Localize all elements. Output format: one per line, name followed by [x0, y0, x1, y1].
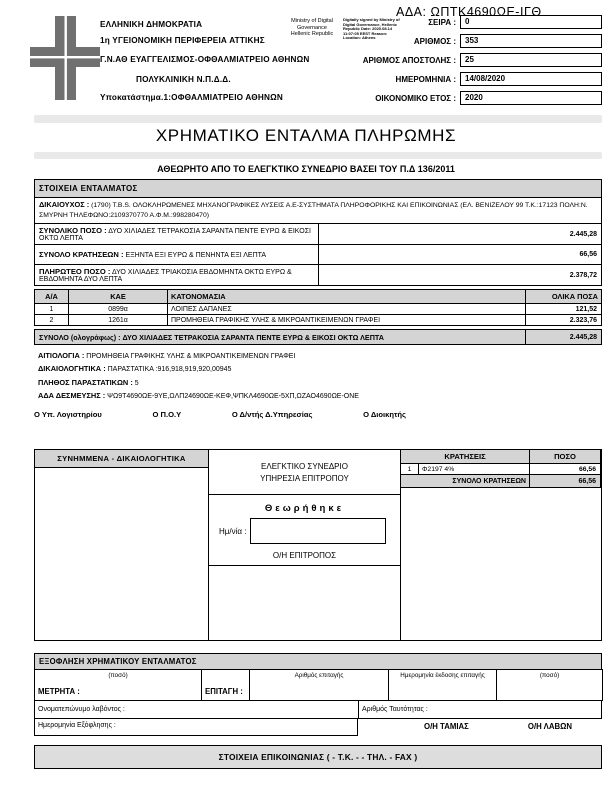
signatory: Ο Διοικητής — [363, 410, 406, 420]
dikaiologitika-line: ΔΙΚΑΙΟΛΟΓΗΤΙΚΑ : ΠΑΡΑΣΤΑΤΙΚΑ :916,918,919,920,00945 — [38, 364, 232, 374]
audit-court-column — [209, 450, 401, 640]
signatory: Ο Δ/ντής Δ.Υπηρεσίας — [231, 410, 313, 420]
cheque-amount-cell — [497, 670, 603, 701]
column-header-kae: ΚΑΕ — [69, 290, 168, 304]
payee-name-label: Ονοματεπώνυμο λαβόντος : — [35, 701, 359, 719]
field-value-box: 0 — [460, 15, 602, 29]
approved-label: Θεωρήθηκε — [264, 503, 345, 515]
page-title: ΧΡΗΜΑΤΙΚΟ ΕΝΤΑΛΜΑ ΠΛΗΡΩΜΗΣ — [155, 126, 457, 145]
column-header-amounts: ΟΛΙΚΑ ΠΟΣΑ — [526, 290, 602, 304]
field-label: ΑΡΙΘΜΟΣ : — [413, 36, 456, 46]
beneficiary-cell — [35, 198, 602, 224]
total-amount-words: ΣΥΝΟΛΙΚΟ ΠΟΣΟ : ΔΥΟ ΧΙΛΙΑΔΕΣ ΤΕΤΡΑΚΟΣΙΑ ΣΑΡΑΝΤΑ ΠΕΝΤΕ ΕΥΡΩ & ΕΙΚΟΣΙ ΟΚΤΩ ΛΕΠΤΑ — [35, 224, 319, 245]
attachments-title: ΣΥΝΗΜΜΕΝΑ - ΔΙΚΑΙΟΛΟΓΗΤΙΚΑ — [35, 450, 208, 468]
field-value-box: 2020 — [460, 91, 602, 105]
divider-bar — [34, 115, 602, 123]
deductions-amount-value: 66,56 — [318, 245, 602, 265]
payable-amount-words: ΠΛΗΡΩΤΕΟ ΠΟΣΟ : ΔΥΟ ΧΙΛΙΑΔΕΣ ΤΡΙΑΚΟΣΙΑ ΕΒΔΟΜΗΝΤΑ ΟΚΤΩ ΕΥΡΩ & ΕΒΔΟΜΗΝΤΑ ΔΥΟ ΛΕΠΤΑ — [35, 265, 319, 286]
signatories-row — [34, 410, 406, 419]
field-value-box: 353 — [460, 34, 602, 48]
plithos-line: ΠΛΗΘΟΣ ΠΑΡΑΣΤΑΤΙΚΩΝ : 5 — [38, 377, 139, 387]
receiver-label: Ο/Η ΛΑΒΩΝ — [527, 722, 572, 732]
field-arithmos-apostolis — [300, 53, 602, 67]
field-seira — [300, 15, 602, 29]
cheque-number-hint: Αριθμός επιταγής — [294, 672, 344, 680]
field-label: ΟΙΚΟΝΟΜΙΚΟ ΕΤΟΣ : — [375, 93, 456, 103]
column-header-aa: Α/Α — [35, 290, 69, 304]
subtitle: ΑΘΕΩΡΗΤΟ ΑΠΟ ΤΟ ΕΛΕΓΚΤΙΚΟ ΣΥΝΕΔΡΙΟ ΒΑΣΕΙ ΤΟΥ Π.Δ 136/2011 — [157, 164, 455, 174]
deductions-amount-words: ΣΥΝΟΛΟ ΚΡΑΤΗΣΕΩΝ : ΕΞΗΝΤΑ ΕΞΙ ΕΥΡΩ & ΠΕΝΗΝΤΑ ΕΞΙ ΛΕΠΤΑ — [35, 245, 319, 265]
divider-bar — [34, 152, 602, 159]
ada-desmefsis-line: ΑΔΑ ΔΕΣΜΕΥΣΗΣ : ΨΩ9Τ4690ΩΕ-9ΥΕ,ΩΛΠ24690ΩΕ-ΚΕΦ,ΨΠΚΛ4690ΩΕ-5ΧΠ,ΩΖΑΟ4690ΩΕ-ΟΝΕ — [38, 390, 359, 400]
date-entry-box — [250, 518, 386, 544]
org-line: 1η ΥΓΕΙΟΝΟΜΙΚΗ ΠΕΡΙΦΕΡΕΙΑ ΑΤΤΙΚΗΣ — [100, 36, 265, 45]
cash-amount-hint: (ποσό) — [108, 672, 128, 680]
payment-section-title: ΕΞΟΦΛΗΣΗ ΧΡΗΜΑΤΙΚΟΥ ΕΝΤΑΛΜΑΤΟΣ — [35, 654, 602, 670]
total-amount-value: 2.445,28 — [318, 224, 602, 245]
ministry-name: Ministry of Digital Governance Hellenic Republic — [290, 18, 334, 37]
payment-settlement-section — [34, 653, 602, 736]
payment-date-label: Ημερομηνία Εξόφλησης : — [34, 718, 358, 736]
beneficiary-label: ΔΙΚΑΙΟΥΧΟΣ : — [39, 200, 90, 209]
kae-items-table — [34, 289, 602, 326]
contact-info-bar: ΣΤΟΙΧΕΙΑ ΕΠΙΚΟΙΝΩΝΙΑΣ ( - Τ.Κ. - - ΤΗΛ. - FAX ) — [34, 745, 602, 769]
org-line: ΕΛΛΗΝΙΚΗ ΔΗΜΟΚΡΑΤΙΑ — [100, 20, 203, 29]
payee-row — [34, 700, 602, 719]
amount-header: ΠΟΣΟ — [530, 450, 601, 464]
deductions-total-row: ΣΥΝΟΛΟ ΚΡΑΤΗΣΕΩΝ 66,56 — [401, 475, 601, 488]
cash-label: ΜΕΤΡΗΤΑ : — [38, 687, 80, 697]
cheque-date-cell — [389, 670, 497, 701]
signatory: Ο Π.Ο.Υ — [152, 410, 182, 420]
attachments-column — [35, 450, 209, 640]
cheque-amount-hint: (ποσό) — [539, 672, 560, 680]
deductions-table — [400, 449, 601, 488]
field-imerominia — [300, 72, 602, 86]
field-value-box: 25 — [460, 53, 602, 67]
approval-date-row — [209, 518, 400, 544]
beneficiary-text: (1790) T.B.S. ΟΛΟΚΛΗΡΩΜΕΝΕΣ ΜΗΧΑΝΟΓΡΑΦΙΚΕΣ ΛΥΣΕΙΣ Α.Ε-ΣΥΣΤΗΜΑΤΑ ΠΛΗΡΟΦΟΡΙΚΗΣ ΚΑΙ ΕΠΙΚΟΙΝΩΝΙΑΣ (ΕΛ. ΒΕΝΙΖΕΛΟΥ 99 Τ.Κ.:17123 ΠΟΛΗ:Ν. ΣΜΥΡΝΗ ΤΗΛΕΦΩΝΟ:2109370770 Α.Φ.Μ.:998280470) — [39, 202, 588, 219]
commissioner-label: Ο/Η ΕΠΙΤΡΟΠΟΣ — [209, 551, 400, 566]
cheque-date-hint: Ημερομηνία έκδοσης επιταγής — [400, 672, 485, 680]
aitiologia-line: ΑΙΤΙΟΛΟΓΙΑ : ΠΡΟΜΗΘΕΙΑ ΓΡΑΦΙΚΗΣ ΥΛΗΣ & ΜΙΚΡΟΑΝΤΙΚΕΙΜΕΝΩΝ ΓΡΑΦΕΙ — [38, 351, 296, 360]
payable-amount-value: 2.378,72 — [318, 265, 602, 286]
field-arithmos — [300, 34, 602, 48]
payment-method-row — [34, 669, 603, 701]
deductions-column — [401, 450, 601, 640]
signatory: Ο Υπ. Λογιστηρίου — [34, 410, 102, 420]
cash-cell — [35, 670, 202, 701]
cashier-label: Ο/Η ΤΑΜΙΑΣ — [424, 722, 469, 732]
ada-number: ΑΔΑ: ΩΠΤΚ4690ΩΕ-ΙΓΘ — [396, 5, 542, 19]
payment-date-row — [34, 718, 602, 736]
field-label: ΗΜΕΡΟΜΗΝΙΑ : — [395, 74, 456, 84]
field-oikonomiko-etos — [300, 91, 602, 105]
cheque-number-cell — [250, 670, 389, 701]
payment-officers — [358, 718, 602, 736]
table-row: 1 0899α ΛΟΙΠΕΣ ΔΑΠΑΝΕΣ 121,52 — [35, 304, 602, 315]
section-title: ΣΤΟΙΧΕΙΑ ΕΝΤΑΛΜΑΤΟΣ — [35, 180, 602, 198]
column-header-name: ΚΑΤΟΝΟΜΑΣΙΑ — [168, 290, 526, 304]
health-cross-logo — [30, 16, 100, 109]
date-label: Ημ/νία : — [219, 526, 247, 536]
info-lines — [38, 350, 602, 403]
audit-court-header: ΕΛΕΓΚΤΙΚΟ ΣΥΝΕΔΡΙΟ ΥΠΗΡΕΣΙΑ ΕΠΙΤΡΟΠΟΥ — [209, 450, 400, 495]
table-row: 2 1261α ΠΡΟΜΗΘΕΙΑ ΓΡΑΦΙΚΗΣ ΥΛΗΣ & ΜΙΚΡΟΑΝΤΙΚΕΙΜΕΝΩΝ ΓΡΑΦΕΙ 2.323,76 — [35, 315, 602, 326]
middle-block — [34, 449, 602, 641]
id-number-label: Αριθμός Ταυτότητας : — [359, 701, 602, 719]
grand-total-words: ΣΥΝΟΛΟ (ολογράφως) : ΔΥΟ ΧΙΛΙΑΔΕΣ ΤΕΤΡΑΚΟΣΙΑ ΣΑΡΑΝΤΑ ΠΕΝΤΕ ΕΥΡΩ & ΕΙΚΟΣΙ ΟΚΤΩ ΛΕΠΤΑ — [35, 330, 526, 345]
signature-details: Digitally signed by Ministry of Digital Governance, Hellenic Republic Date: 2020.08.14 11:07:05 EEST Reason: Location: Athens — [343, 17, 400, 41]
cheque-label: ΕΠΙΤΑΓΗ : — [205, 687, 243, 697]
org-line: ΠΟΛΥΚΛΙΝΙΚΗ Ν.Π.Δ.Δ. — [136, 75, 231, 84]
field-value-box: 14/08/2020 — [460, 72, 602, 86]
document-body — [34, 179, 602, 769]
grand-total-value: 2.445,28 — [526, 330, 602, 345]
deductions-header: ΚΡΑΤΗΣΕΙΣ — [401, 450, 530, 464]
order-details-table — [34, 179, 602, 286]
header-fields — [300, 15, 602, 110]
payment-section-header — [34, 653, 602, 670]
field-label: ΣΕΙΡΑ : — [428, 17, 456, 27]
grand-total-row — [34, 329, 602, 345]
deduction-row: 1 Φ2197 4% 66,56 — [401, 464, 601, 475]
field-label: ΑΡΙΘΜΟΣ ΑΠΟΣΤΟΛΗΣ : — [362, 55, 456, 65]
org-line: Γ.Ν.ΑΘ ΕΥΑΓΓΕΛΙΣΜΟΣ-ΟΦΘΑΛΜΙΑΤΡΕΙΟ ΑΘΗΝΩΝ — [100, 55, 310, 64]
cheque-cell — [202, 670, 250, 701]
org-line: Υποκατάστημα.1:ΟΦΘΑΛΜΙΑΤΡΕΙΟ ΑΘΗΝΩΝ — [100, 93, 283, 102]
cross-icon — [30, 16, 100, 104]
